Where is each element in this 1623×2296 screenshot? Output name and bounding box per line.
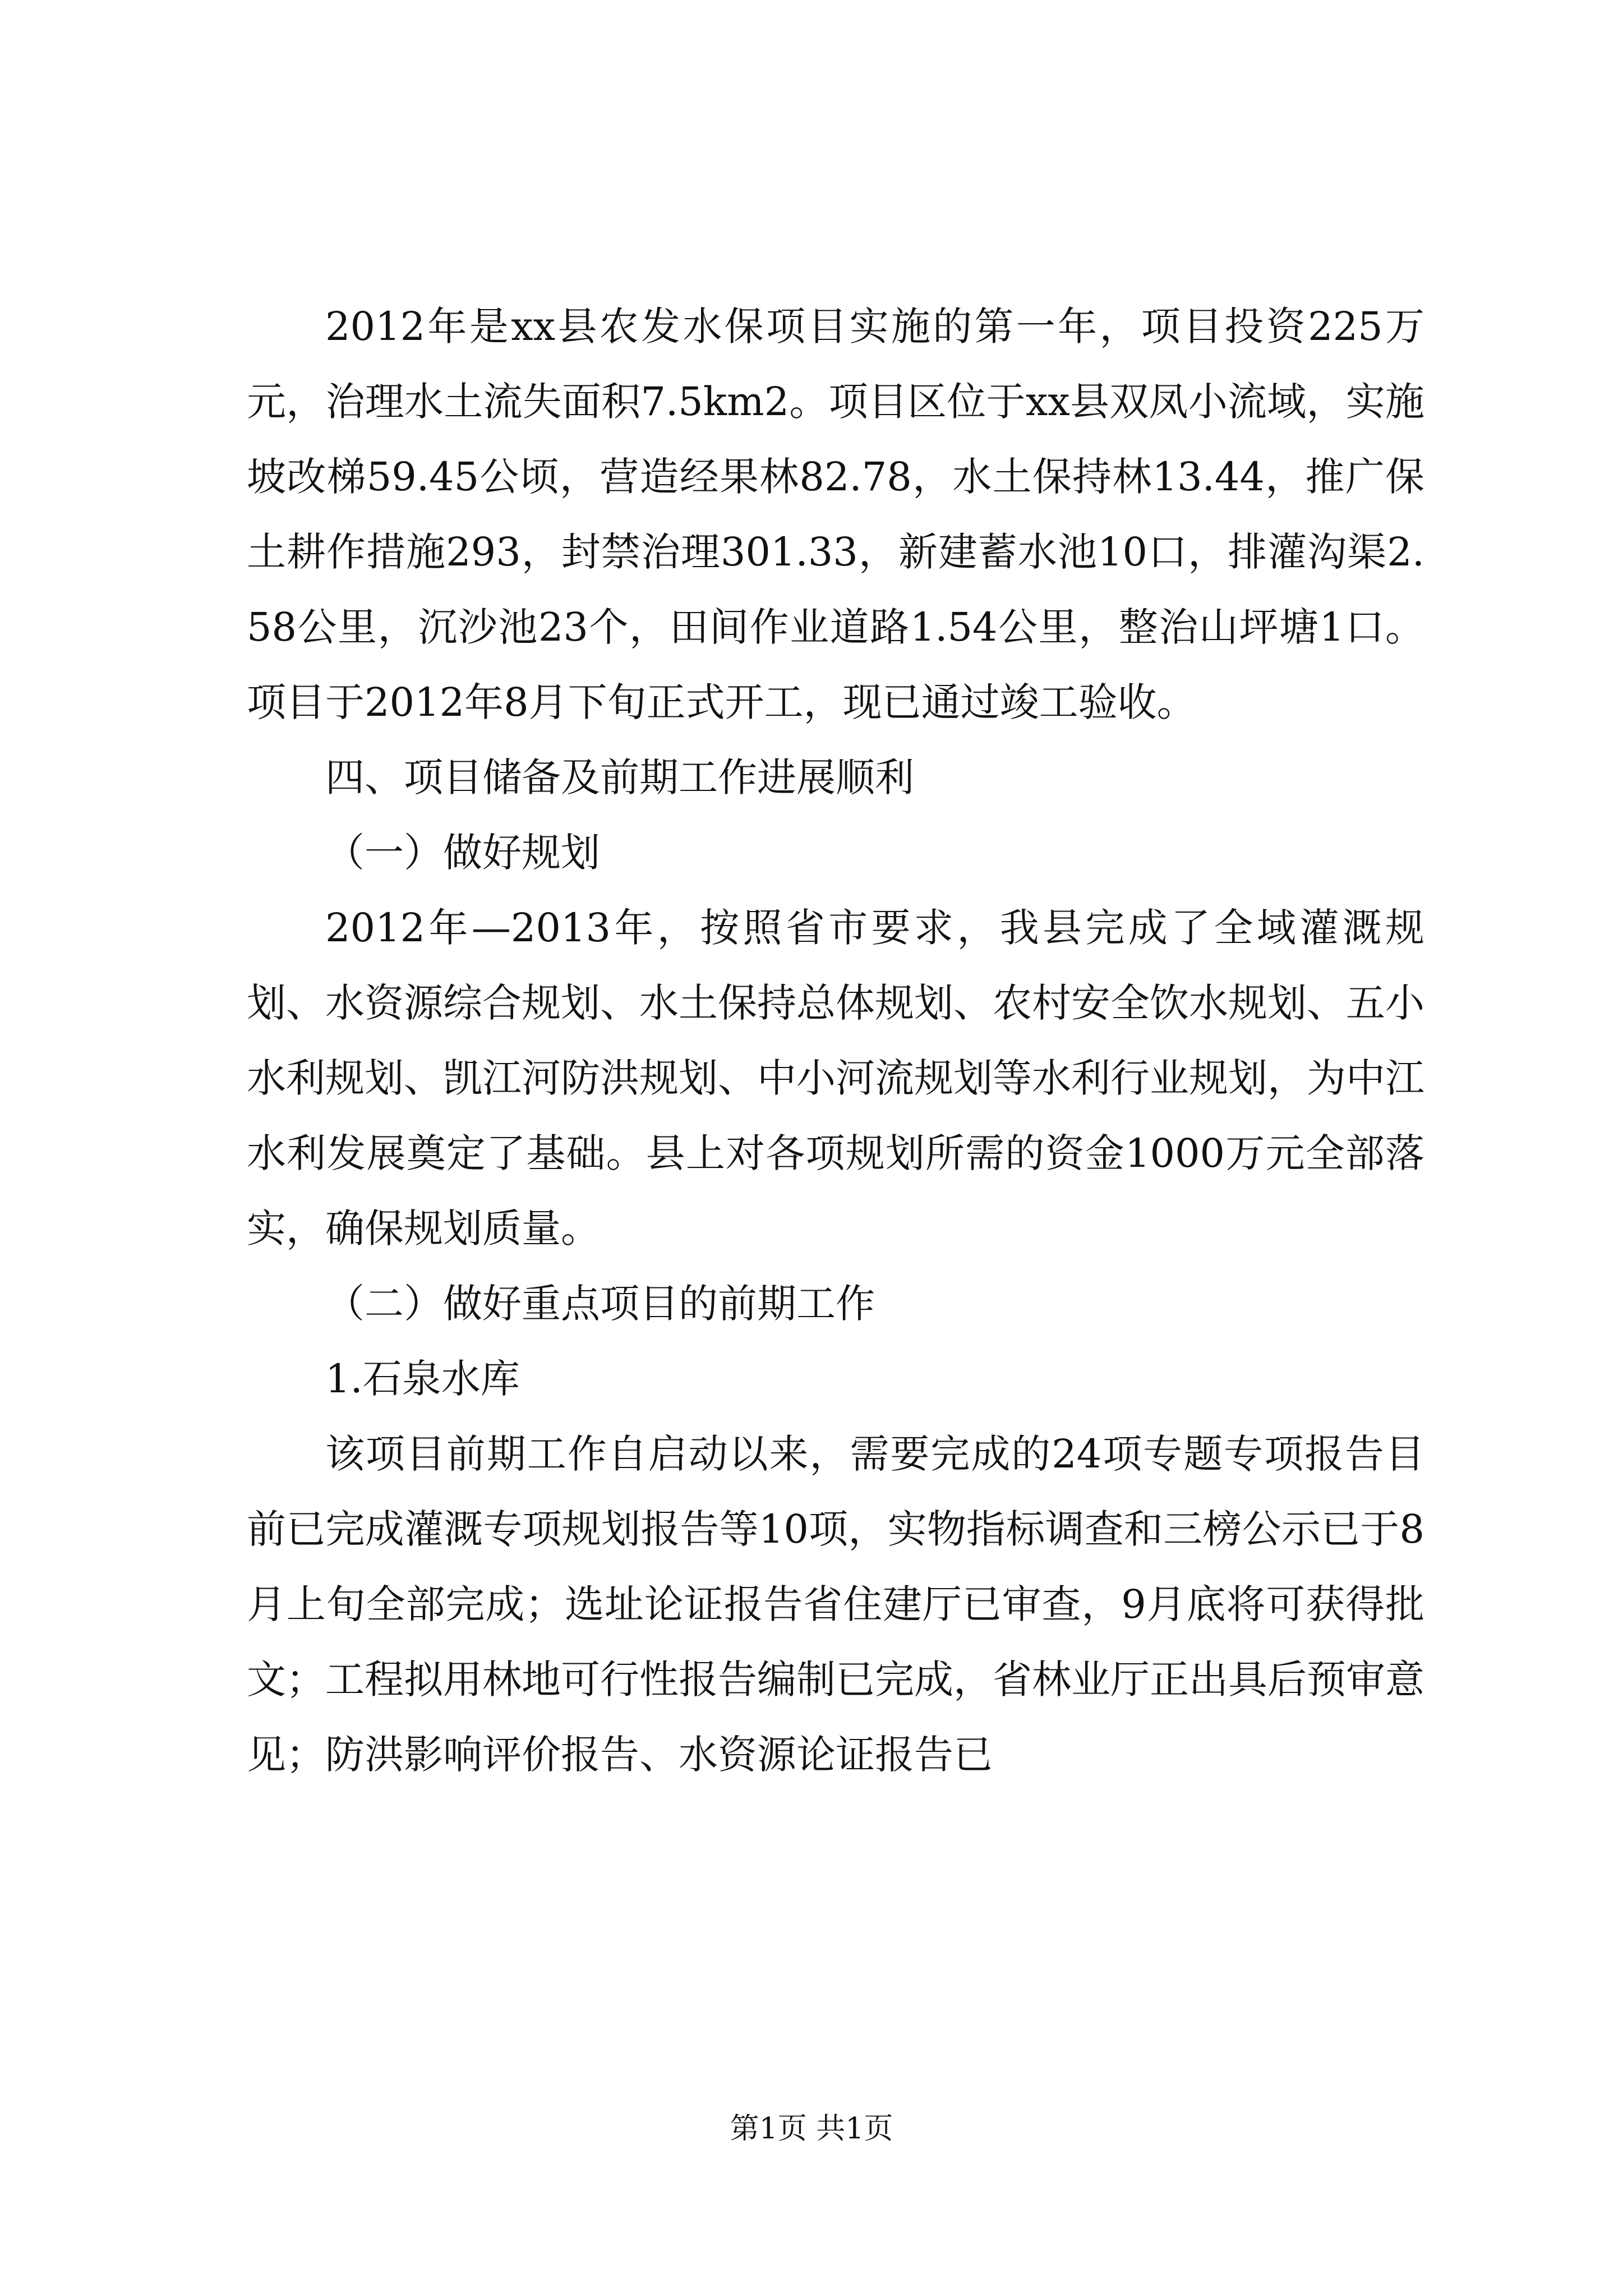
subsection-heading-planning: （一）做好规划 (325, 830, 600, 876)
page-footer: 第1页 共1页 (730, 2112, 893, 2146)
paragraph-project-summary: 2012年是xx县农发水保项目实施的第一年，项目投资225万元，治理水土流失面积7.5km2。项目区位于xx县双凤小流域，实施坡改梯59.45公顷，营造经果林82.78，水土保持林13.44，推广保土耕作措施293，封禁治理301.33，新建蓄水池10口，排灌沟渠2.58公里，沉沙池23个，田间作业道路1.54公里，整治山坪塘1口。项目于2012年8月下旬正式开工，现已通过竣工验收。 (247, 303, 1424, 725)
subsection-heading-key-projects: （二）做好重点项目的前期工作 (325, 1281, 875, 1327)
section-heading-project-reserve: 四、项目储备及前期工作进展顺利 (325, 754, 914, 800)
document-body (247, 289, 1424, 1792)
paragraph-shiquan-reservoir: 该项目前期工作自启动以来，需要完成的24项专题专项报告目前已完成灌溉专项规划报告等10项，实物指标调查和三榜公示已于8月上旬全部完成；选址论证报告省住建厅已审查，9月底将可获得批文；工程拟用林地可行性报告编制已完成，省林业厅正出具后预审意见；防洪影响评价报告、水资源论证报告已 (247, 1431, 1424, 1778)
item-heading-shiquan-reservoir: 1.石泉水库 (325, 1356, 520, 1402)
paragraph-planning: 2012年—2013年，按照省市要求，我县完成了全域灌溉规划、水资源综合规划、水土保持总体规划、农村安全饮水规划、五小水利规划、凯江河防洪规划、中小河流规划等水利行业规划，为中江水利发展奠定了基础。县上对各项规划所需的资金1000万元全部落实，确保规划质量。 (247, 905, 1424, 1251)
